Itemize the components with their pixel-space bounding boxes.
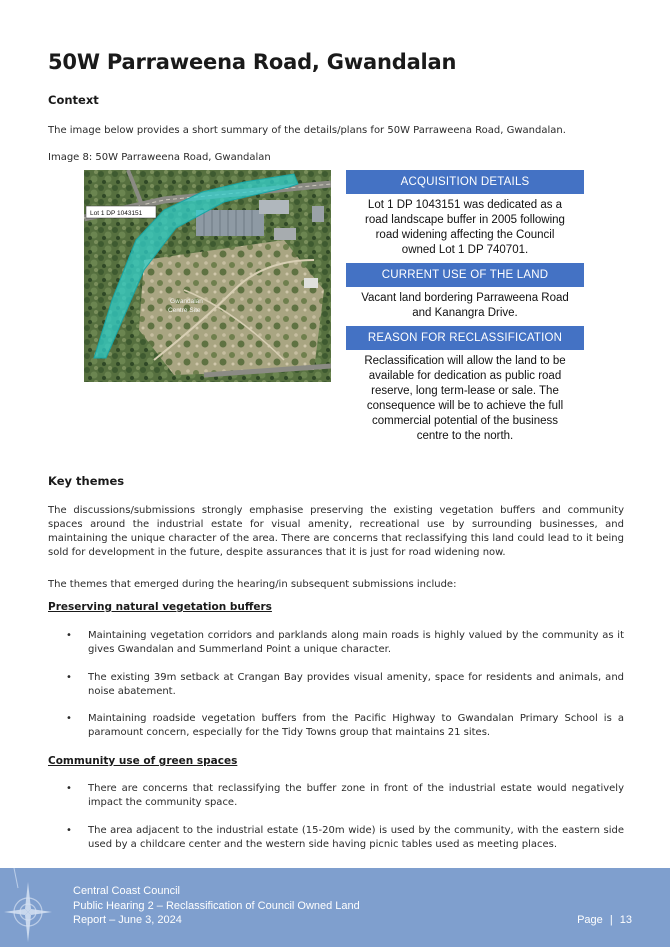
reason-line: available for dedication as public road [368, 370, 562, 382]
acquisition-heading: ACQUISITION DETAILS [346, 170, 584, 194]
list-item [66, 782, 624, 810]
aerial-map-graphic [84, 170, 331, 382]
list-item [66, 824, 624, 852]
bullet-icon: • [66, 630, 72, 641]
acquisition-line: road landscape buffer in 2005 following [365, 214, 565, 226]
reason-line: Reclassification will allow the land to be [364, 355, 566, 367]
bullet-icon: • [66, 672, 72, 683]
theme-heading-vegetation: Preserving natural vegetation buffers [48, 601, 272, 613]
page-number [577, 914, 632, 926]
lot-label: Lot 1 DP 1043151 [90, 210, 143, 217]
reason-line: consequence will be to achieve the full [366, 400, 564, 412]
details-panel [346, 170, 584, 449]
aerial-map [84, 170, 331, 382]
current-use-text [346, 287, 584, 326]
bullet-icon: • [66, 783, 72, 794]
bullet-text: Maintaining vegetation corridors and parklands along main roads is highly valued by the community as it gives Gwandalan and Summerland Point a unique character. [88, 630, 624, 655]
bullet-text: There are concerns that reclassifying the buffer zone in front of the industrial estate would negatively impact the community space. [88, 783, 624, 808]
page-footer [0, 868, 670, 947]
context-heading: Context [48, 93, 99, 107]
current-use-line: Vacant land bordering Parraweena Road [361, 292, 569, 304]
bullet-icon: • [66, 825, 72, 836]
bullet-text: The existing 39m setback at Crangan Bay provides visual amenity, space for residents and animals, and noise abatement. [88, 672, 624, 697]
theme-heading-community: Community use of green spaces [48, 755, 238, 767]
page-number-value: 13 [619, 914, 632, 926]
page-title: 50W Parraweena Road, Gwandalan [48, 50, 457, 74]
acquisition-text [346, 194, 584, 263]
page-separator: | [609, 914, 613, 926]
reason-text [346, 350, 584, 449]
context-intro: The image below provides a short summary of the details/plans for 50W Parraweena Road, Gwandalan. [48, 125, 566, 136]
site-label-line1: Gwandalan [170, 298, 203, 305]
acquisition-line: road widening affecting the Council [375, 229, 555, 241]
acquisition-line: Lot 1 DP 1043151 was dedicated as a [367, 199, 563, 211]
acquisition-line: owned Lot 1 DP 740701. [401, 244, 529, 256]
bullet-text: The area adjacent to the industrial estate (15-20m wide) is used by the community, with the eastern side used by a childcare center and the western side having picnic tables used as meeting places. [88, 825, 624, 850]
page-label-text: Page [577, 914, 603, 926]
reason-heading: REASON FOR RECLASSIFICATION [346, 326, 584, 350]
list-item [66, 629, 624, 657]
bullet-text: Maintaining roadside vegetation buffers from the Pacific Highway to Gwandalan Primary School is a paramount concern, especially for the Tidy Towns group that maintains 21 sites. [88, 713, 624, 738]
current-use-line: and Kanangra Drive. [412, 307, 518, 319]
footer-title: Public Hearing 2 – Reclassification of Council Owned Land [73, 900, 360, 912]
reason-line: reserve, long term-lease or sale. The [371, 385, 559, 397]
list-item [66, 671, 624, 699]
compass-logo-icon [4, 868, 56, 947]
site-label-line2: Centre Site [168, 307, 201, 314]
image-caption: Image 8: 50W Parraweena Road, Gwandalan [48, 152, 271, 163]
key-themes-paragraph: The discussions/submissions strongly emphasise preserving the existing vegetation buffers and community spaces around the industrial estate for visual amenity, recreational use by surrounding businesses, and maintaining the unique character of the area. There are concerns that reclassifying this land could lead to it being sold for development in the future, despite assurances that it is just for road widening now. [48, 505, 624, 558]
reason-line: commercial potential of the business [371, 415, 558, 427]
reason-line: centre to the north. [416, 430, 514, 442]
bullet-icon: • [66, 713, 72, 724]
footer-date: Report – June 3, 2024 [73, 914, 182, 926]
current-use-heading: CURRENT USE OF THE LAND [346, 263, 584, 287]
list-item [66, 712, 624, 740]
key-themes-heading: Key themes [48, 474, 125, 488]
footer-org: Central Coast Council [73, 885, 180, 897]
key-themes-intro: The themes that emerged during the hearing/in subsequent submissions include: [48, 579, 457, 590]
